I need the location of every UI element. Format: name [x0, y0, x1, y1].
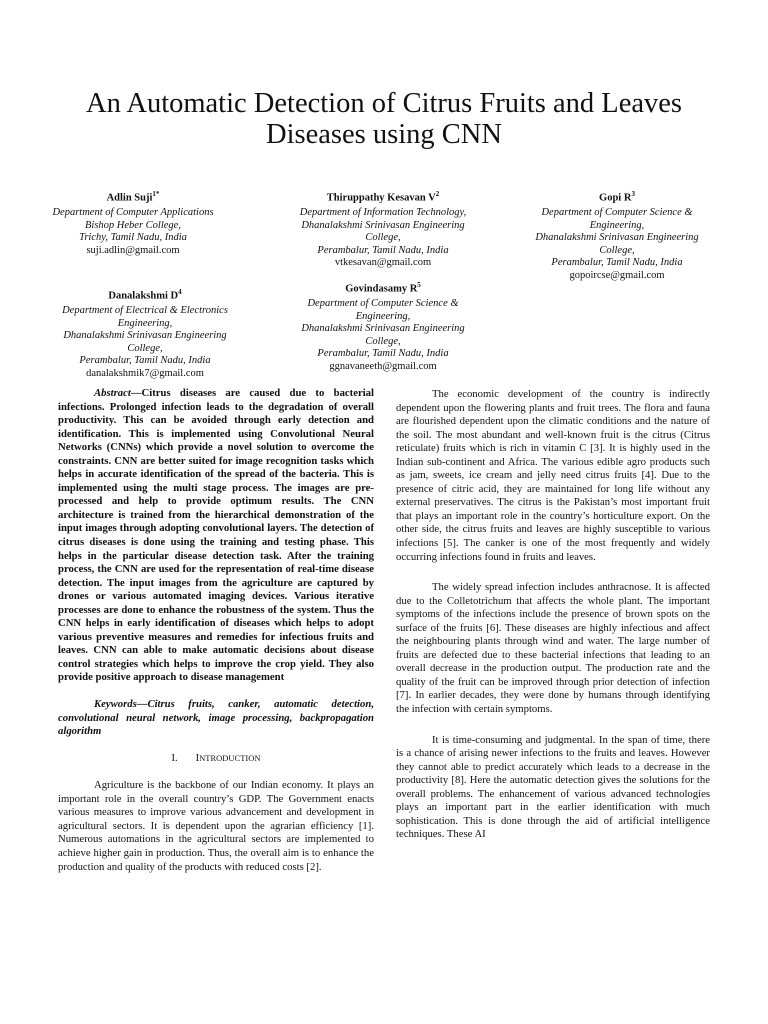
author-sup: 3 — [631, 190, 635, 198]
abstract-text: Citrus diseases are caused due to bacterial infections. Prolonged infection leads to the degradation of overall productivity. This can be avoided through early detection and identification. This is implemented using Convolutional Neural Networks (CNNs) which provide a novel solution to overcome the constraints. CNN are better suited for image recognition tasks which helps in accurate identification of the spread of the bacteria. This is implemented using the multi stage process. The images are pre-processed and help to provide optimum results. The CNN architecture is trained from the hierarchical demonstration of the input images through adopting convolutional layers. The detection of citrus diseases is done using the training and testing phase. This helps in the particular disease detection task. After the training process, the CNN are used for the representation of real-time disease detection. The input images from the agriculture are captured by drones or various automated imaging devices. Various iterative processes are done to enhance the robustness of the system. Thus the CNN helps in early identification of diseases which helps to adopt various preventive measures and remedies for infectious fruits and leaves. CNN can able to make automatic decisions about disease control strategies which helps to improve the crop yield. They also provide positive approach to disease management — [58, 387, 374, 684]
author-affiliation: Department of Computer Science & Engineering, Dhanalakshmi Srinivasan Engineering College, Perambalur, Tamil Nadu, India — [301, 298, 465, 359]
section-heading-introduction: I. INTRODUCTION — [171, 753, 261, 765]
keywords: Keywords—Citrus fruits, canker, automatic detection, convolutional neural network, image processing, backpropagation algorithm — [58, 698, 374, 738]
author-name: Danalakshmi D — [108, 290, 179, 302]
author-affiliation: Department of Computer Applications Bishop Heber College, Trichy, Tamil Nadu, India — [52, 207, 214, 243]
author-sup: 5 — [417, 281, 421, 289]
left-column — [58, 387, 374, 874]
author-name: Adlin Suji — [106, 192, 153, 204]
body-paragraph: The economic development of the country is indirectly dependent upon the flowering plants and fruit trees. The flora and fauna are flourished dependent upon the climatic conditions and the nature of the soil. The most abundant and well-known fruit is the citrus (Citrus reticulate) fruits which is rich in vitamin C [3]. It is highly used in the Indian sub-continent and Africa. The various edible agro products such as jam, sweets, ice cream and jelly need citrus fruits [4]. Due to the presence of citric acid, they are maintained for long life without any external preservatives. The citrus is the Pakistan’s most important fruit that plays an important role in the country’s horticulture export. On the other side, the citrus fruits and leaves are highly susceptible to various infections [5]. The canker is one of the most frequently and widely occurring infections found in fruits and leaves. — [396, 388, 710, 563]
paper-title: An Automatic Detection of Citrus Fruits and Leaves Diseases using CNN — [85, 88, 682, 150]
body-paragraph: The widely spread infection includes anthracnose. It is affected due to the Colletotrichum that affects the whole plant. The important symptoms of the infections include the presence of brown spots on the surface of the fruits [6]. These diseases are highly infectious and affect the neighbouring plants through wind and water. The large number of fruits are defected due to these bacterial infections that leading to an overall decrease in the production output. The production rate and the quality of the fruit can be improved through prior detection of infection [7]. In earlier decades, they were done by humans through identifying the infection with certain symptoms. — [396, 581, 710, 716]
author-email: gopoircse@gmail.com — [569, 269, 665, 281]
author-name: Thiruppathy Kesavan V — [326, 192, 436, 204]
author-sup: 2 — [435, 190, 440, 198]
abstract-label: Abstract — [94, 387, 131, 399]
author-block-2 — [280, 188, 486, 270]
author-affiliation: Department of Computer Science & Engineering, Dhanalakshmi Srinivasan Engineering College, Perambalur, Tamil Nadu, India — [535, 207, 699, 268]
body-paragraph: It is time-consuming and judgmental. In the span of time, there is a chance of arising newer infections to the fruits and leaves. However they cannot able to predict accurately which leads to a decrease in the productivity [8]. Here the automatic detection gives the solutions for the overall problems. The enhancement of various advanced technologies plays an important part in the earlier identification with much sophistication. This is done through the aid of artificial intelligence techniques. These AI — [396, 733, 710, 841]
author-sup: 1* — [152, 190, 160, 198]
author-block-4 — [40, 286, 250, 380]
author-affiliation: Department of Electrical & Electronics Engineering, Dhanalakshmi Srinivasan Engineering College, Perambalur, Tamil Nadu, India — [62, 305, 228, 366]
author-email: ggnavaneeth@gmail.com — [329, 360, 437, 372]
author-affiliation: Department of Information Technology, Dhanalakshmi Srinivasan Engineering College, Perambalur, Tamil Nadu, India — [299, 207, 467, 256]
author-block-1 — [30, 188, 236, 257]
author-block-5 — [280, 279, 486, 373]
right-column — [396, 388, 710, 842]
intro-paragraph: Agriculture is the backbone of our Indian economy. It plays an important role in the overall country’s GDP. The Government enacts various measures to improve various advancement and development in agricultural sectors. It is dependent upon the agrarian efficiency [1]. Numerous automations in the agricultural sectors are implemented to achieve higher gain in production. Thus, the overall aim is to enhance the production and quality of the products with reduced costs [2]. — [58, 779, 374, 873]
keywords-label: Keywords — [94, 698, 137, 711]
author-name: Govindasamy R — [345, 283, 418, 295]
keywords-text: Citrus fruits, canker, automatic detection, convolutional neural network, image processing, backpropagation algorithm — [58, 698, 374, 738]
author-sup: 4 — [178, 288, 182, 296]
author-email: suji.adlin@gmail.com — [86, 244, 180, 256]
author-email: danalakshmik7@gmail.com — [86, 367, 204, 379]
author-name: Gopi R — [599, 192, 632, 204]
author-block-3 — [514, 188, 720, 282]
author-email: vtkesavan@gmail.com — [334, 257, 432, 268]
abstract: Abstract—Citrus diseases are caused due to bacterial infections. Prolonged infection leads to the degradation of overall productivity. This can be avoided through early detection and identification. This is implemented using Convolutional Neural Networks (CNNs) which provide a novel solution to overcome the constraints. CNN are better suited for image recognition tasks which helps in accurate identification of the spread of the bacteria. This is implemented using the multi stage process. The images are pre-processed and help to provide optimum results. The CNN architecture is trained from the hierarchical demonstration of the input images through adopting convolutional layers. The detection of citrus diseases is done using the training and testing phase. This helps in the particular disease detection task. After the training process, the CNN are used for the representation of real-time disease detection. The input images from the agriculture are captured by drones or various automated imaging devices. Various iterative processes are done to enhance the robustness of the system. Thus the CNN helps in early identification of diseases which helps to adopt various preventive measures and remedies for infectious fruits and leaves. CNN can able to make automatic decisions about disease control strategies which helps to improve the crop yield. They also provide positive approach to disease management — [58, 387, 374, 684]
